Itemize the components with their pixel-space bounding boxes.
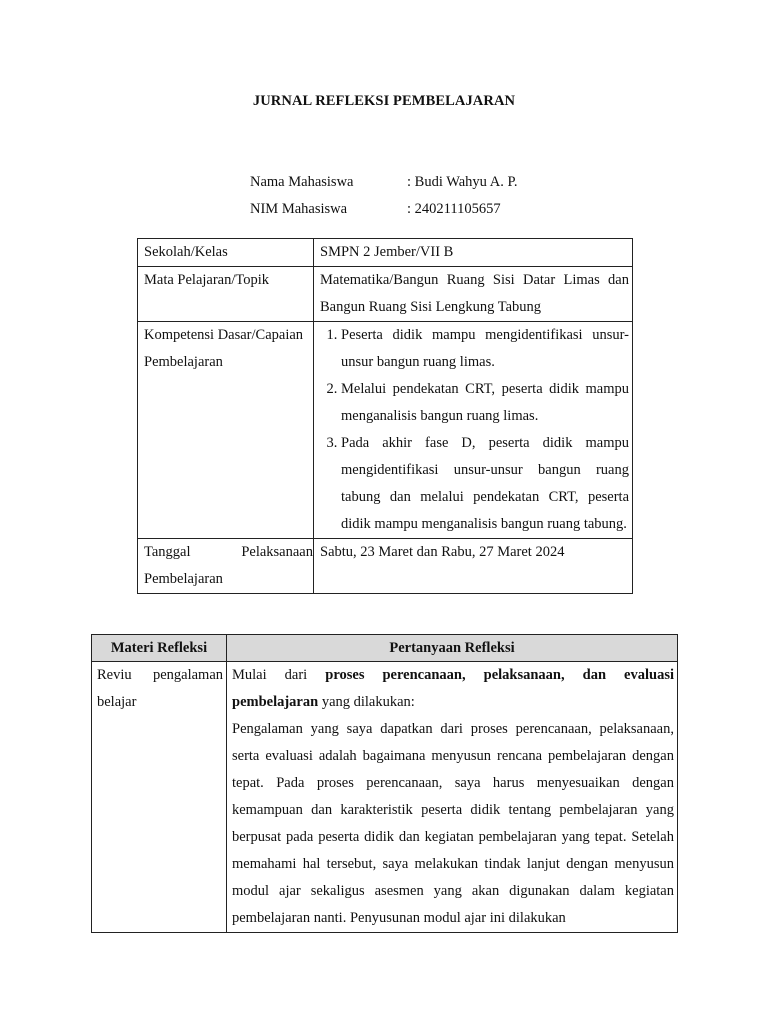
header-pertanyaan-refleksi: Pertanyaan Refleksi: [227, 635, 678, 662]
competency-list: [320, 322, 629, 538]
date-value: Sabtu, 23 Maret dan Rabu, 27 Maret 2024: [314, 539, 633, 594]
reflection-body: Pengalaman yang saya dapatkan dari proses perencanaan, pelaksanaan, serta evaluasi adalah bagaimana menyusun rencana pembelajaran dengan tepat. Pada proses perencanaan, saya harus menyesuaikan dengan kemampuan dan karakteristik peserta didik tentang pembelajaran yang berpusat pada peserta didik dan kegiatan pembelajaran yang tepat. Setelah memahami hal tersebut, saya melakukan tindak lanjut dengan menyusun modul ajar sekaligus asesmen yang akan digunakan dalam kegiatan pembelajaran nanti. Penyusunan modul ajar ini dilakukan: [232, 721, 674, 926]
info-row-subject: [138, 267, 633, 322]
info-row-competency: [138, 322, 633, 539]
info-row-date: [138, 539, 633, 594]
intro-bold: proses perencanaan, pelaksanaan, dan evaluasi pembelajaran: [232, 667, 675, 710]
intro-suffix: yang dilakukan:: [318, 694, 415, 710]
date-label-line-2: Pembelajaran: [144, 571, 223, 587]
student-name-label: Nama Mahasiswa: [250, 174, 354, 190]
competency-item: 3. Pada akhir fase D, peserta didik mampu mengidentifikasi unsur-unsur bangun ruang tabung dan melalui pendekatan CRT, peserta didik mampu menganalisis bangun ruang tabung.: [341, 430, 629, 538]
competency-list-cell: [314, 322, 633, 539]
competency-item: 2. Melalui pendekatan CRT, peserta didik mampu menganalisis bangun ruang limas.: [341, 376, 629, 430]
reflection-row-content: [227, 662, 678, 933]
student-name-value: : Budi Wahyu A. P.: [407, 174, 518, 190]
info-table: [137, 238, 633, 594]
student-nim-value: : 240211105657: [407, 201, 501, 217]
subject-label: Mata Pelajaran/Topik: [138, 267, 314, 322]
competency-label: Kompetensi Dasar/Capaian Pembelajaran: [138, 322, 314, 539]
student-nim-row: [250, 199, 501, 219]
reflection-table: [91, 634, 678, 933]
student-name-row: [250, 172, 518, 192]
competency-item: 1. Peserta didik mampu mengidentifikasi unsur-unsur bangun ruang limas.: [341, 322, 629, 376]
header-materi-refleksi: Materi Refleksi: [92, 635, 227, 662]
reflection-header-row: [92, 635, 678, 662]
date-label-line-1: Tanggal Pelaksanaan: [144, 544, 313, 560]
school-value: SMPN 2 Jember/VII B: [314, 239, 633, 267]
document-title: JURNAL REFLEKSI PEMBELAJARAN: [252, 93, 516, 109]
reflection-row: [92, 662, 678, 933]
reflection-row-label: Reviu pengalaman belajar: [92, 662, 227, 933]
subject-value: Matematika/Bangun Ruang Sisi Datar Limas dan Bangun Ruang Sisi Lengkung Tabung: [314, 267, 633, 322]
intro-prefix: Mulai dari: [232, 667, 326, 683]
date-label: [138, 539, 314, 594]
info-row-school: [138, 239, 633, 267]
student-nim-label: NIM Mahasiswa: [250, 201, 348, 217]
reflection-intro: [232, 662, 674, 716]
school-label: Sekolah/Kelas: [138, 239, 314, 267]
